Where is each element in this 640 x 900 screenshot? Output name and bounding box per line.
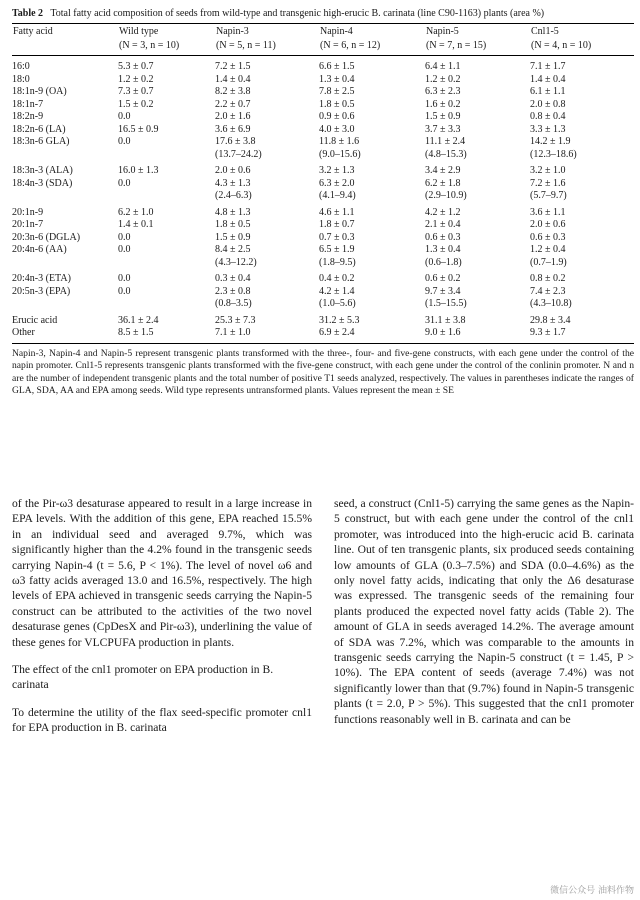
table-cell: 3.6 ± 1.1 bbox=[530, 206, 566, 218]
table-cell: (0.6–1.8) bbox=[425, 256, 462, 268]
table-cell: 0.8 ± 0.2 bbox=[530, 273, 566, 284]
table-cell: 6.9 ± 2.4 bbox=[319, 327, 425, 343]
table-cell: 1.2 ± 0.2 bbox=[118, 73, 154, 85]
table-cell: 2.0 ± 0.6 bbox=[530, 219, 566, 230]
table-cell bbox=[118, 257, 215, 270]
table-cell: 5.3 ± 0.7 bbox=[118, 61, 154, 72]
table-cell: 31.1 ± 3.8 bbox=[425, 314, 466, 326]
table-cell: 4.6 ± 1.1 bbox=[319, 206, 355, 218]
table-cell: 7.3 ± 0.7 bbox=[118, 86, 154, 97]
table-cell: (0.7–1.9) bbox=[530, 256, 567, 268]
table-cell: (5.7–9.7) bbox=[530, 190, 567, 201]
table-cell: (1.8–9.5) bbox=[319, 256, 356, 268]
document-page bbox=[12, 8, 634, 398]
paragraph: seed, a construct (Cnl1-5) carrying the same genes as the Napin-5 construct, but with each gene under the control of the cnl1 promoter, was introduced into the high-erucic acid B. carinata line. Out of ten transgenic plants, six produced seeds containing low amounts of GLA (0.3–7.5%) and SDA (0.0–4.6%) as the only novel fatty acids, indicating that only the Δ6 desaturase was expressed. The transgenic seeds of the remaining four plants produced the expected novel fatty acids (Table 2). The amount of GLA in seeds averaged 14.2%. The average amount of SDA was 7.2%, which was comparable to the amounts in transgenic seeds carrying the Napin-5 construct (t = 1.45, P > 10%). The EPA content of seeds (average 7.4%) was not significantly lower than that (9.7%) found in Napin-5 transgenic plants (t = 2.0, P > 5%). This suggested that the cnl1 promoter functions reasonably well in B. carinata and can be bbox=[334, 497, 634, 726]
table-caption-text: Total fatty acid composition of seeds from wild-type and transgenic high-erucic B. carinata (line C90-1163) plants (area %) bbox=[50, 8, 545, 19]
row-label bbox=[12, 190, 118, 203]
table-row bbox=[12, 244, 634, 257]
table-cell: 1.2 ± 0.2 bbox=[425, 73, 461, 85]
fatty-acid-table bbox=[12, 23, 634, 344]
table-row bbox=[12, 203, 634, 220]
table-cell: 6.5 ± 1.9 bbox=[319, 244, 355, 255]
table-cell: 0.6 ± 0.2 bbox=[425, 273, 461, 284]
table-cell: (4.8–15.3) bbox=[425, 148, 467, 160]
table-cell: 14.2 ± 1.9 bbox=[530, 136, 571, 147]
table-row bbox=[12, 56, 634, 74]
column-subheader: (N = 3, n = 10) bbox=[118, 39, 215, 56]
table-cell: 4.8 ± 1.3 bbox=[215, 206, 251, 218]
table-cell: 4.3 ± 1.3 bbox=[215, 177, 251, 189]
table-cell: 4.2 ± 1.2 bbox=[425, 206, 461, 218]
table-cell: (2.4–6.3) bbox=[215, 190, 252, 201]
table-caption bbox=[12, 8, 634, 19]
row-label: 16:0 bbox=[12, 61, 30, 72]
table-cell: 0.0 bbox=[118, 111, 131, 122]
table-cell: (1.5–15.5) bbox=[425, 298, 467, 309]
table-cell: 2.0 ± 0.6 bbox=[215, 165, 251, 176]
table-cell: 6.6 ± 1.5 bbox=[319, 61, 355, 72]
table-row bbox=[12, 311, 634, 328]
table-cell: 3.2 ± 1.0 bbox=[530, 165, 566, 176]
table-cell: 1.4 ± 0.4 bbox=[530, 73, 566, 85]
table-row bbox=[12, 99, 634, 112]
row-label: Erucic acid bbox=[12, 314, 58, 326]
table-cell: 7.8 ± 2.5 bbox=[319, 86, 355, 97]
table-cell: 8.4 ± 2.5 bbox=[215, 244, 251, 255]
table-row bbox=[12, 327, 634, 343]
paragraph: To determine the utility of the flax seed-specific promoter cnl1 for EPA production in B. carinata bbox=[12, 705, 312, 735]
table-cell: 0.0 bbox=[118, 273, 131, 284]
column-header: Wild type bbox=[118, 24, 215, 40]
row-label: 20:1n-9 bbox=[12, 206, 44, 218]
table-cell: 3.6 ± 6.9 bbox=[215, 123, 251, 135]
table-cell bbox=[118, 190, 215, 203]
table-cell: 0.0 bbox=[118, 244, 131, 255]
row-label: 18:1n-9 (OA) bbox=[12, 86, 67, 97]
row-label: 20:5n-3 (EPA) bbox=[12, 285, 71, 297]
table-cell: 3.3 ± 1.3 bbox=[530, 123, 566, 135]
table-cell: (13.7–24.2) bbox=[215, 148, 262, 160]
table-cell: 4.0 ± 3.0 bbox=[319, 123, 355, 135]
table-caption-label: Table 2 bbox=[12, 8, 44, 19]
table-row bbox=[12, 219, 634, 232]
table-cell: 36.1 ± 2.4 bbox=[118, 314, 159, 326]
table-cell: 2.0 ± 0.8 bbox=[530, 98, 566, 110]
table-cell: 3.2 ± 1.3 bbox=[319, 165, 355, 176]
table-cell: 0.6 ± 0.3 bbox=[530, 231, 566, 243]
table-cell: 0.0 bbox=[118, 285, 131, 297]
table-cell: (4.3–12.2) bbox=[215, 256, 257, 268]
row-label: 18:2n-9 bbox=[12, 111, 44, 122]
table-cell: 1.8 ± 0.5 bbox=[215, 219, 251, 230]
table-cell: (4.1–9.4) bbox=[319, 190, 356, 201]
table-row bbox=[12, 86, 634, 99]
table-row bbox=[12, 74, 634, 87]
table-cell: 7.1 ± 1.0 bbox=[215, 327, 319, 343]
table-cell bbox=[118, 298, 215, 311]
table-cell: 3.7 ± 3.3 bbox=[425, 123, 461, 135]
table-cell: (4.3–10.8) bbox=[530, 298, 572, 309]
table-cell: 2.1 ± 0.4 bbox=[425, 219, 461, 230]
table-cell: 11.8 ± 1.6 bbox=[319, 136, 360, 147]
table-cell bbox=[118, 149, 215, 162]
table-cell: 0.0 bbox=[118, 231, 131, 243]
table-cell: 0.4 ± 0.2 bbox=[319, 273, 355, 284]
table-cell: 0.0 bbox=[118, 177, 131, 189]
watermark: 微信公众号 油料作物 bbox=[550, 886, 634, 896]
table-cell: 16.5 ± 0.9 bbox=[118, 123, 159, 135]
table-cell: 1.2 ± 0.4 bbox=[530, 244, 566, 255]
table-cell: 9.0 ± 1.6 bbox=[425, 327, 530, 343]
table-cell: 8.5 ± 1.5 bbox=[118, 327, 215, 343]
table-cell: 1.8 ± 0.5 bbox=[319, 98, 355, 110]
row-label: 18:4n-3 (SDA) bbox=[12, 177, 73, 189]
table-cell: 7.4 ± 2.3 bbox=[530, 285, 566, 297]
table-footnote: Napin-3, Napin-4 and Napin-5 represent transgenic plants transformed with the three-, four- and five-gene constructs, with each gene under the control of the napin promoter. Cnl1-5 represents transgenic plants transformed with the five-gene construct, with each gene under the control of the conlinin promoter. N and n are the number of independent transgenic plants and the total number of positive T1 seeds analyzed, respectively. The values in parentheses indicate the ranges of GLA, SDA, AA and EPA among seeds. Wild type represents untransformed plants. Values represent the mean ± SE bbox=[12, 347, 634, 396]
table-cell: (9.0–15.6) bbox=[319, 148, 361, 160]
table-cell: 11.1 ± 2.4 bbox=[425, 136, 466, 147]
table-cell: 1.5 ± 0.9 bbox=[215, 231, 251, 243]
row-label: 18:1n-7 bbox=[12, 98, 44, 110]
column-header: Napin-3 bbox=[215, 24, 319, 40]
row-label: 20:4n-6 (AA) bbox=[12, 244, 67, 255]
column-subheader: (N = 4, n = 10) bbox=[530, 39, 634, 56]
row-label: 18:0 bbox=[12, 73, 30, 85]
paragraph: of the Pir-ω3 desaturase appeared to result in a large increase in EPA levels. With the addition of this gene, EPA reached 15.5% in an individual seed and averaged 9.7%, which was significantly higher than the 4.2% found in the transgenic seeds carrying Napin-4 (t = 5.6, P < 1%). The level of novel ω6 and ω3 fatty acids averaged 13.0 and 16.5%, respectively. The high levels of EPA achieved in transgenic seeds carrying the Napin-5 construct can be attributed to the activities of the two novel desaturase genes (CpDesX and Pir-ω3), underlining the value of these genes for VLCPUFA production in plants. bbox=[12, 497, 312, 649]
table-cell: 16.0 ± 1.3 bbox=[118, 165, 159, 176]
table-row bbox=[12, 111, 634, 124]
row-label bbox=[12, 298, 118, 311]
row-label: 20:3n-6 (DGLA) bbox=[12, 231, 81, 243]
table-cell: 0.6 ± 0.3 bbox=[425, 231, 461, 243]
row-label: Other bbox=[12, 327, 118, 343]
table-cell: 3.4 ± 2.9 bbox=[425, 165, 461, 176]
table-cell: (0.8–3.5) bbox=[215, 298, 252, 309]
table-cell: 6.1 ± 1.1 bbox=[530, 86, 566, 97]
column-header: Cnl1-5 bbox=[530, 24, 634, 40]
table-row bbox=[12, 232, 634, 245]
table-cell: 1.3 ± 0.4 bbox=[319, 73, 355, 85]
table-row bbox=[12, 269, 634, 286]
table-cell: 1.4 ± 0.1 bbox=[118, 219, 154, 230]
table-cell: 0.9 ± 0.6 bbox=[319, 111, 355, 122]
table-cell: 6.3 ± 2.0 bbox=[319, 177, 355, 189]
row-label: 18:2n-6 (LA) bbox=[12, 123, 66, 135]
table-cell: 1.6 ± 0.2 bbox=[425, 98, 461, 110]
table-cell: 6.4 ± 1.1 bbox=[425, 61, 461, 72]
row-label: 20:4n-3 (ETA) bbox=[12, 273, 71, 284]
table-cell: 2.0 ± 1.6 bbox=[215, 111, 251, 122]
column-subheader: (N = 6, n = 12) bbox=[319, 39, 425, 56]
table-cell: 31.2 ± 5.3 bbox=[319, 314, 360, 326]
table-cell: 6.3 ± 2.3 bbox=[425, 86, 461, 97]
left-column bbox=[12, 496, 312, 736]
column-subheader: (N = 5, n = 11) bbox=[215, 39, 319, 56]
table-row bbox=[12, 286, 634, 299]
column-header: Napin-4 bbox=[319, 24, 425, 40]
table-cell: 6.2 ± 1.0 bbox=[118, 206, 154, 218]
table-row bbox=[12, 149, 634, 162]
row-label: 20:1n-7 bbox=[12, 219, 44, 230]
table-cell: 1.5 ± 0.9 bbox=[425, 111, 461, 122]
table-cell: 1.4 ± 0.4 bbox=[215, 73, 251, 85]
row-label: 18:3n-6 GLA) bbox=[12, 136, 70, 147]
table-cell: 8.2 ± 3.8 bbox=[215, 86, 251, 97]
table-cell: 1.8 ± 0.7 bbox=[319, 219, 355, 230]
table-row bbox=[12, 190, 634, 203]
table-cell: 1.3 ± 0.4 bbox=[425, 244, 461, 255]
table-cell: 0.8 ± 0.4 bbox=[530, 111, 566, 122]
table-cell: 7.1 ± 1.7 bbox=[530, 61, 566, 72]
table-cell: (1.0–5.6) bbox=[319, 298, 356, 309]
table-cell: 0.0 bbox=[118, 136, 131, 147]
table-row bbox=[12, 298, 634, 311]
column-header: Napin-5 bbox=[425, 24, 530, 40]
table-cell: 0.7 ± 0.3 bbox=[319, 231, 355, 243]
table-cell: 4.2 ± 1.4 bbox=[319, 285, 355, 297]
table-cell: 9.7 ± 3.4 bbox=[425, 285, 461, 297]
row-label: 18:3n-3 (ALA) bbox=[12, 165, 73, 176]
table-cell: (2.9–10.9) bbox=[425, 190, 467, 201]
table-row bbox=[12, 136, 634, 149]
table-row bbox=[12, 178, 634, 191]
table-row bbox=[12, 161, 634, 178]
row-label bbox=[12, 257, 118, 270]
table-cell: 7.2 ± 1.6 bbox=[530, 177, 566, 189]
table-row bbox=[12, 124, 634, 137]
table-cell: 17.6 ± 3.8 bbox=[215, 136, 256, 147]
row-label bbox=[12, 149, 118, 162]
table-cell: 0.3 ± 0.4 bbox=[215, 273, 251, 284]
table-cell: 25.3 ± 7.3 bbox=[215, 314, 256, 326]
column-subheader bbox=[12, 39, 118, 56]
table-row bbox=[12, 257, 634, 270]
table-cell: (12.3–18.6) bbox=[530, 148, 577, 160]
table-cell: 1.5 ± 0.2 bbox=[118, 98, 154, 110]
right-column bbox=[334, 496, 634, 727]
table-cell: 2.3 ± 0.8 bbox=[215, 285, 251, 297]
table-cell: 6.2 ± 1.8 bbox=[425, 177, 461, 189]
section-heading: The effect of the cnl1 promoter on EPA production in B. carinata bbox=[12, 663, 274, 692]
table-cell: 9.3 ± 1.7 bbox=[530, 327, 634, 343]
table-cell: 2.2 ± 0.7 bbox=[215, 98, 251, 110]
column-header: Fatty acid bbox=[12, 24, 118, 40]
table-cell: 29.8 ± 3.4 bbox=[530, 314, 571, 326]
table-cell: 7.2 ± 1.5 bbox=[215, 61, 251, 72]
column-subheader: (N = 7, n = 15) bbox=[425, 39, 530, 56]
